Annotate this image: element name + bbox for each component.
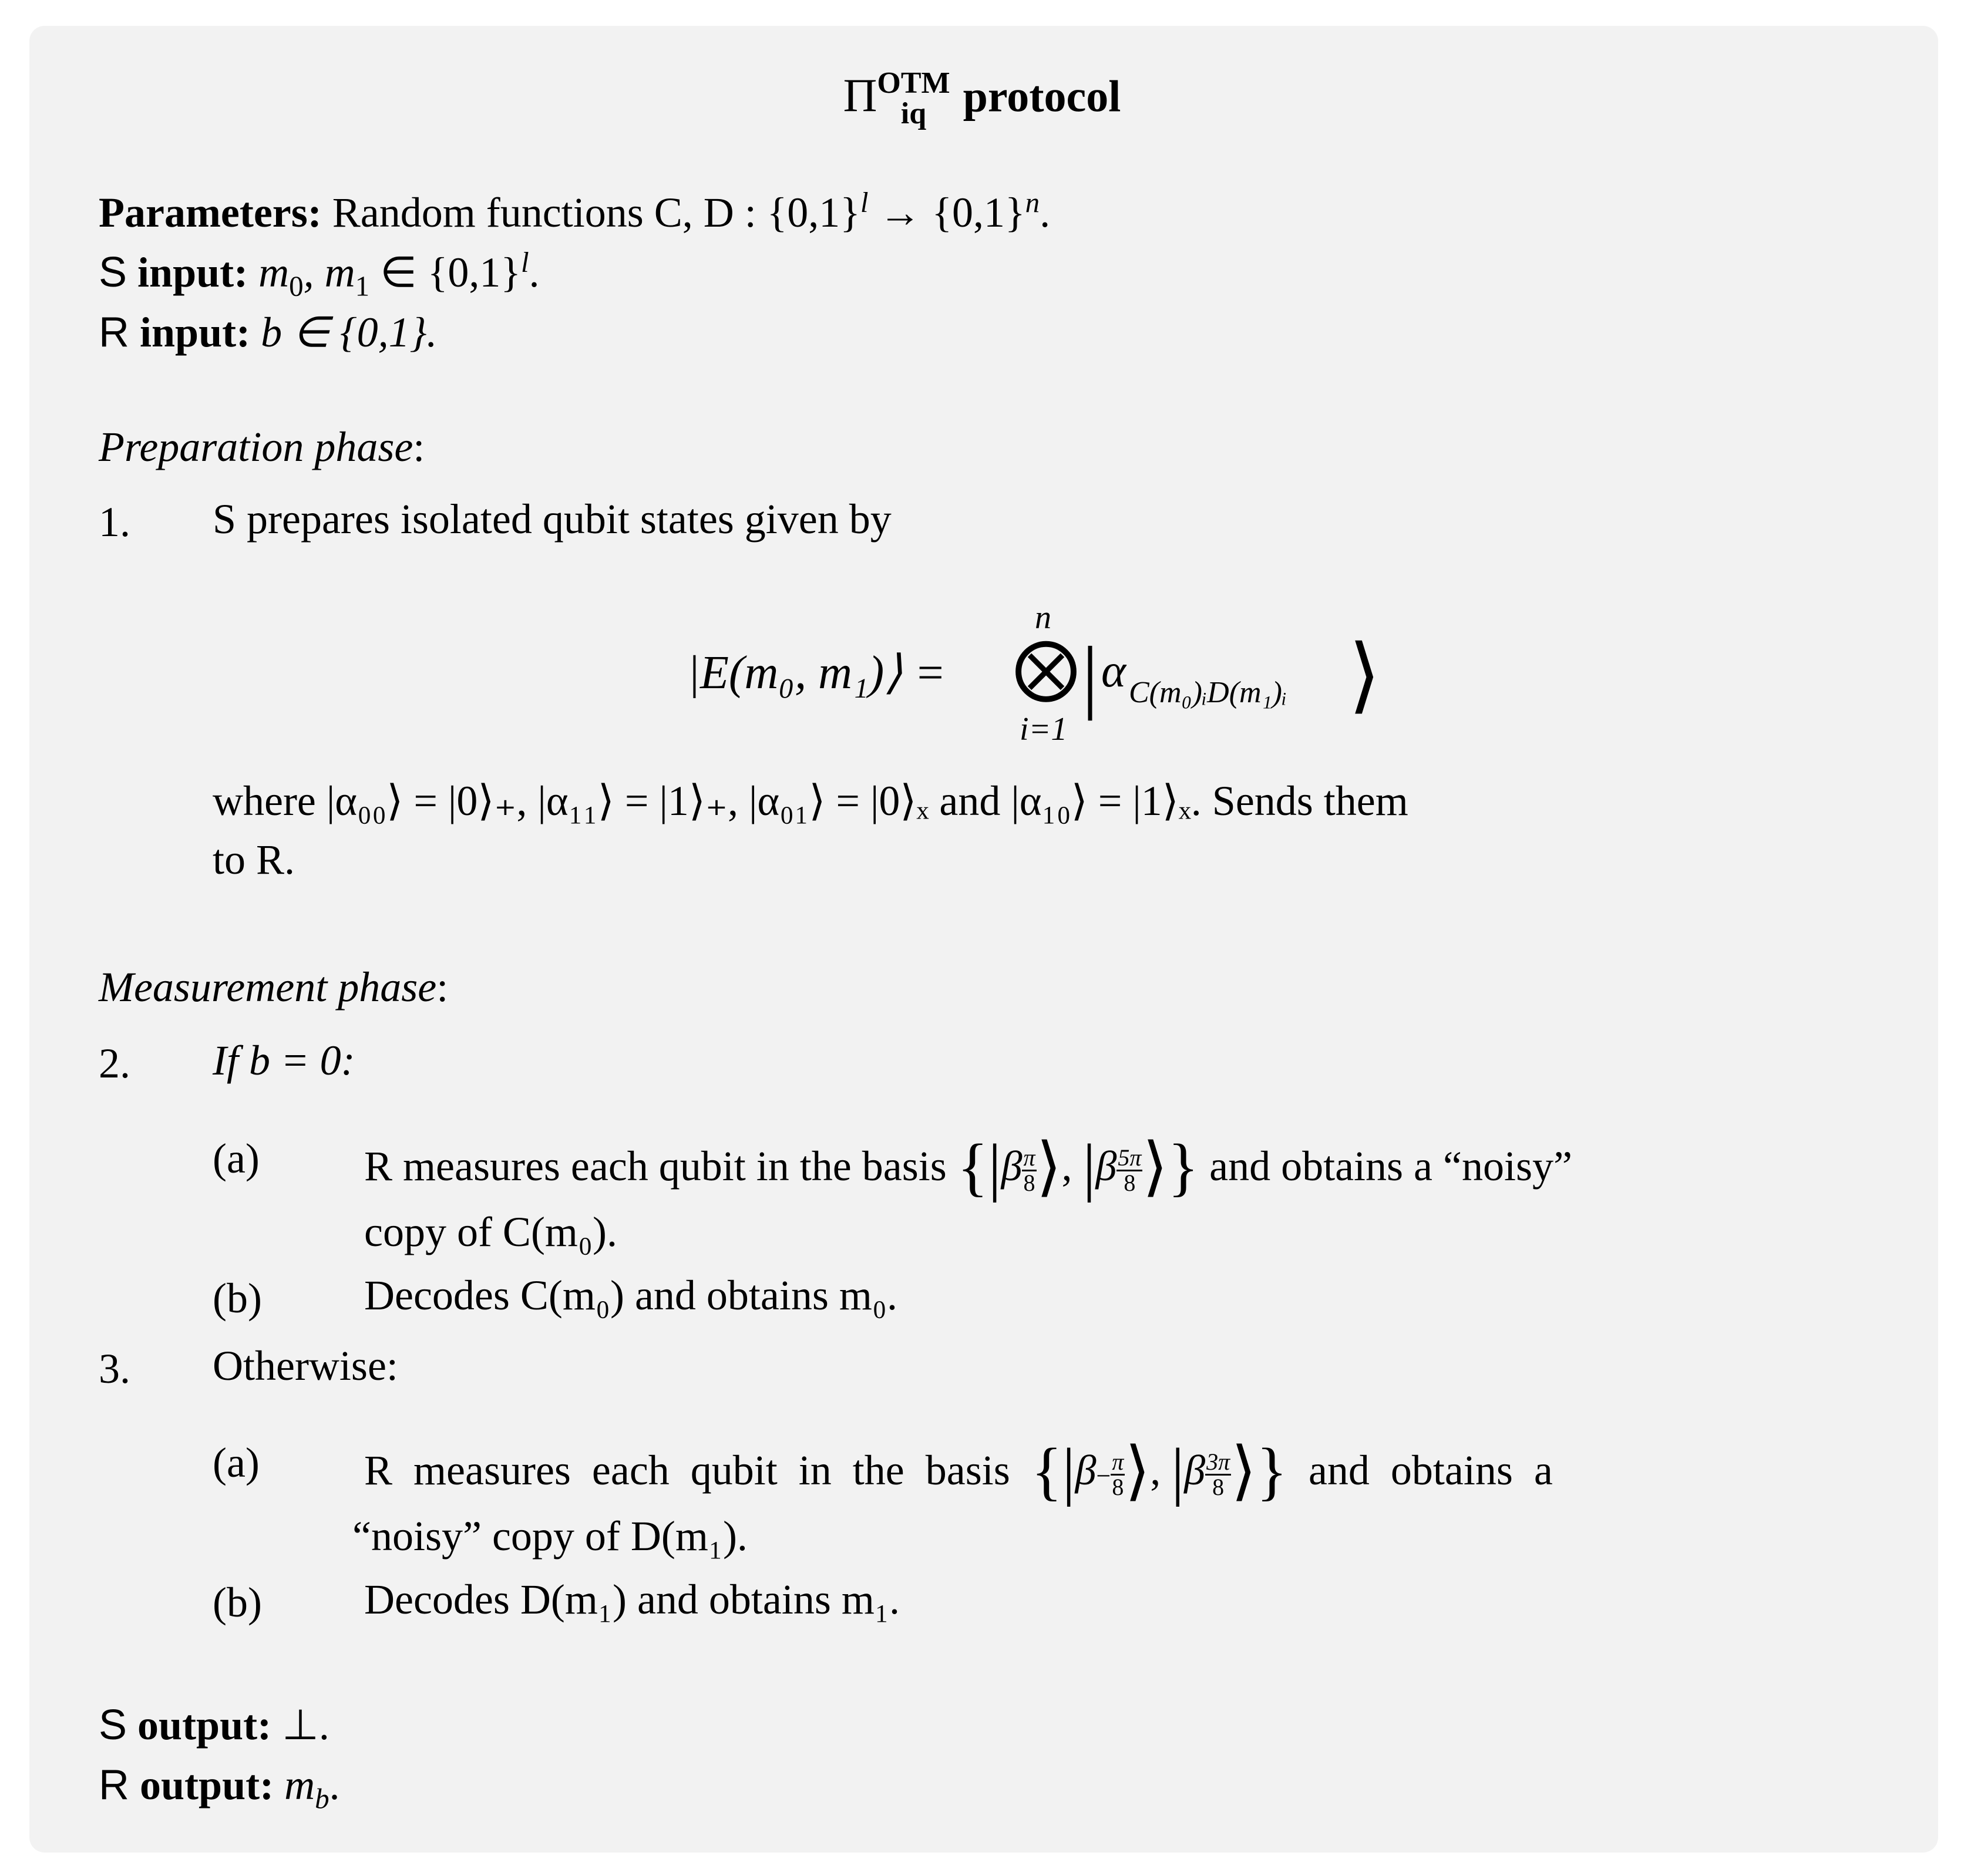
r-input-label: input: bbox=[140, 309, 251, 356]
step-2-number: 2. bbox=[99, 1040, 130, 1087]
s-input-sub0: 0 bbox=[289, 270, 304, 302]
ket-close: ⟩ bbox=[1125, 1435, 1151, 1507]
s-input-label: input: bbox=[137, 249, 248, 296]
s-output-line bbox=[99, 1702, 329, 1749]
protocol-title bbox=[0, 66, 1964, 132]
s-output-value: ⊥. bbox=[282, 1702, 329, 1749]
step-1-where-line-2: to R. bbox=[213, 836, 295, 883]
step-2a-pre: R measures each qubit in the basis bbox=[364, 1143, 947, 1190]
r-input-text: b ∈ {0,1}. bbox=[261, 309, 438, 356]
beta2-fraction: $\frac{3\pi}{8}$ bbox=[1206, 1448, 1230, 1500]
parameters-text: Random functions C, D : {0,1} bbox=[332, 189, 860, 236]
beta-symbol: β bbox=[1075, 1447, 1097, 1494]
step-3a-line: R measures each qubit in the basis {|β− $\frac{\pi}{8}$ ⟩, |β $\frac{3\pi}{8}$ ⟩} and obtains a bbox=[364, 1435, 1553, 1507]
step-2a-post: and obtains a “noisy” bbox=[1209, 1143, 1572, 1190]
step-3a-label: (a) bbox=[213, 1439, 260, 1486]
beta-symbol: β bbox=[1095, 1143, 1117, 1190]
r-output-line bbox=[99, 1762, 340, 1815]
parameters-end: . bbox=[1040, 189, 1051, 236]
step-3-number: 3. bbox=[99, 1345, 130, 1392]
step-1-where-line: where |α₀₀⟩ = |0⟩₊, |α₁₁⟩ = |1⟩₊, |α₀₁⟩ = |0⟩ₓ and |α₁₀⟩ = |1⟩ₓ. Sends them bbox=[213, 777, 1408, 824]
party-r: R bbox=[99, 1762, 129, 1808]
step-2a-line: R measures each qubit in the basis {|β $\frac{\pi}{8}$ ⟩, |β $\frac{5\pi}{8}$ ⟩} and obtains a “noisy” bbox=[364, 1131, 1572, 1203]
preparation-heading-text: Preparation phase bbox=[99, 423, 413, 470]
equation-op-bottom: i=1 bbox=[1020, 711, 1068, 747]
ket-bar: | bbox=[1082, 1131, 1096, 1203]
ket-bar: | bbox=[1062, 1435, 1075, 1507]
title-pi-symbol: Π bbox=[843, 70, 877, 122]
r-output-sub: b bbox=[315, 1782, 329, 1815]
s-input-end: . bbox=[529, 249, 540, 296]
set-open-brace: { bbox=[957, 1131, 988, 1203]
equation-rhs-alpha: α bbox=[1101, 645, 1126, 697]
protocol-box bbox=[29, 26, 1938, 1853]
measurement-heading-text: Measurement phase bbox=[99, 964, 437, 1011]
title-script bbox=[877, 68, 950, 129]
step-2b-label: (b) bbox=[213, 1275, 262, 1322]
step-2a-line-2: copy of C(m₀). bbox=[364, 1208, 618, 1255]
preparation-heading bbox=[99, 423, 425, 470]
ket-bar: | bbox=[988, 1131, 1001, 1203]
step-1-text: S prepares isolated qubit states given by bbox=[213, 496, 892, 543]
beta1-fraction: $\frac{\pi}{8}$ bbox=[1023, 1144, 1035, 1196]
ket-close: ⟩ bbox=[1231, 1435, 1257, 1507]
beta-symbol: β bbox=[1184, 1447, 1206, 1494]
title-superscript: OTM bbox=[877, 66, 950, 100]
measurement-colon: : bbox=[436, 964, 449, 1011]
parameters-line bbox=[99, 186, 1051, 236]
r-output-end: . bbox=[329, 1762, 340, 1808]
r-input-line bbox=[99, 309, 438, 356]
title-subscript: iq bbox=[900, 97, 927, 130]
r-output-label: output: bbox=[140, 1762, 274, 1808]
step-1-number: 1. bbox=[99, 499, 130, 545]
step-3a-pre: R measures each qubit in the basis bbox=[364, 1447, 1010, 1494]
party-r: R bbox=[99, 309, 129, 356]
set-open-brace: { bbox=[1031, 1435, 1062, 1507]
r-output-m: m bbox=[284, 1762, 315, 1808]
title-text: protocol bbox=[963, 72, 1121, 122]
equation-op-top: n bbox=[1035, 599, 1051, 636]
ket-open-bar: | bbox=[1082, 630, 1099, 721]
beta-symbol: β bbox=[1001, 1143, 1023, 1190]
parameters-arrow: → {0,1} bbox=[868, 189, 1025, 236]
ket-close: ⟩ bbox=[1142, 1131, 1168, 1203]
equation-lhs: |E(m₀, m₁)⟩ = bbox=[687, 647, 946, 699]
s-output-label: output: bbox=[137, 1702, 272, 1749]
parameters-label: Parameters: bbox=[99, 189, 322, 236]
ket-close: ⟩ bbox=[1036, 1131, 1062, 1203]
ket-bar: | bbox=[1171, 1435, 1185, 1507]
beta2-fraction: $\frac{5\pi}{8}$ bbox=[1118, 1144, 1142, 1196]
s-input-sub1: 1 bbox=[355, 270, 370, 302]
step-3a-post: and obtains a bbox=[1308, 1447, 1553, 1494]
step-3a-line-2: “noisy” copy of D(m₁). bbox=[352, 1513, 748, 1560]
measurement-heading bbox=[99, 964, 449, 1011]
equation-rhs-subscript: C(m₀)ᵢD(m₁)ᵢ bbox=[1129, 676, 1287, 709]
parameters-sup-n: n bbox=[1025, 186, 1040, 218]
party-s: S bbox=[99, 249, 127, 296]
step-2a-label: (a) bbox=[213, 1135, 260, 1182]
step-3-text: Otherwise: bbox=[213, 1342, 398, 1389]
s-input-line bbox=[99, 246, 540, 302]
step-3b-text: Decodes D(m₁) and obtains m₁. bbox=[364, 1576, 900, 1623]
beta1-fraction: $\frac{\pi}{8}$ bbox=[1112, 1448, 1124, 1500]
step-3b-label: (b) bbox=[213, 1579, 262, 1626]
step-2-text: If b = 0: bbox=[213, 1037, 355, 1084]
set-close-brace: } bbox=[1256, 1435, 1287, 1507]
ket-close-angle: ⟩ bbox=[1348, 630, 1381, 721]
parameters-sup-l: l bbox=[860, 186, 869, 218]
preparation-colon: : bbox=[413, 423, 425, 470]
beta1-minus-sign: − bbox=[1096, 1461, 1111, 1490]
tensor-product-icon: ⨂ bbox=[1014, 632, 1078, 703]
s-input-set: ∈ {0,1} bbox=[369, 249, 521, 296]
party-s: S bbox=[99, 1702, 127, 1749]
s-input-sup: l bbox=[520, 246, 529, 278]
step-2b-text: Decodes C(m₀) and obtains m₀. bbox=[364, 1272, 898, 1319]
set-close-brace: } bbox=[1168, 1131, 1199, 1203]
s-input-m1: , m bbox=[303, 249, 355, 296]
s-input-m: m bbox=[258, 249, 290, 296]
